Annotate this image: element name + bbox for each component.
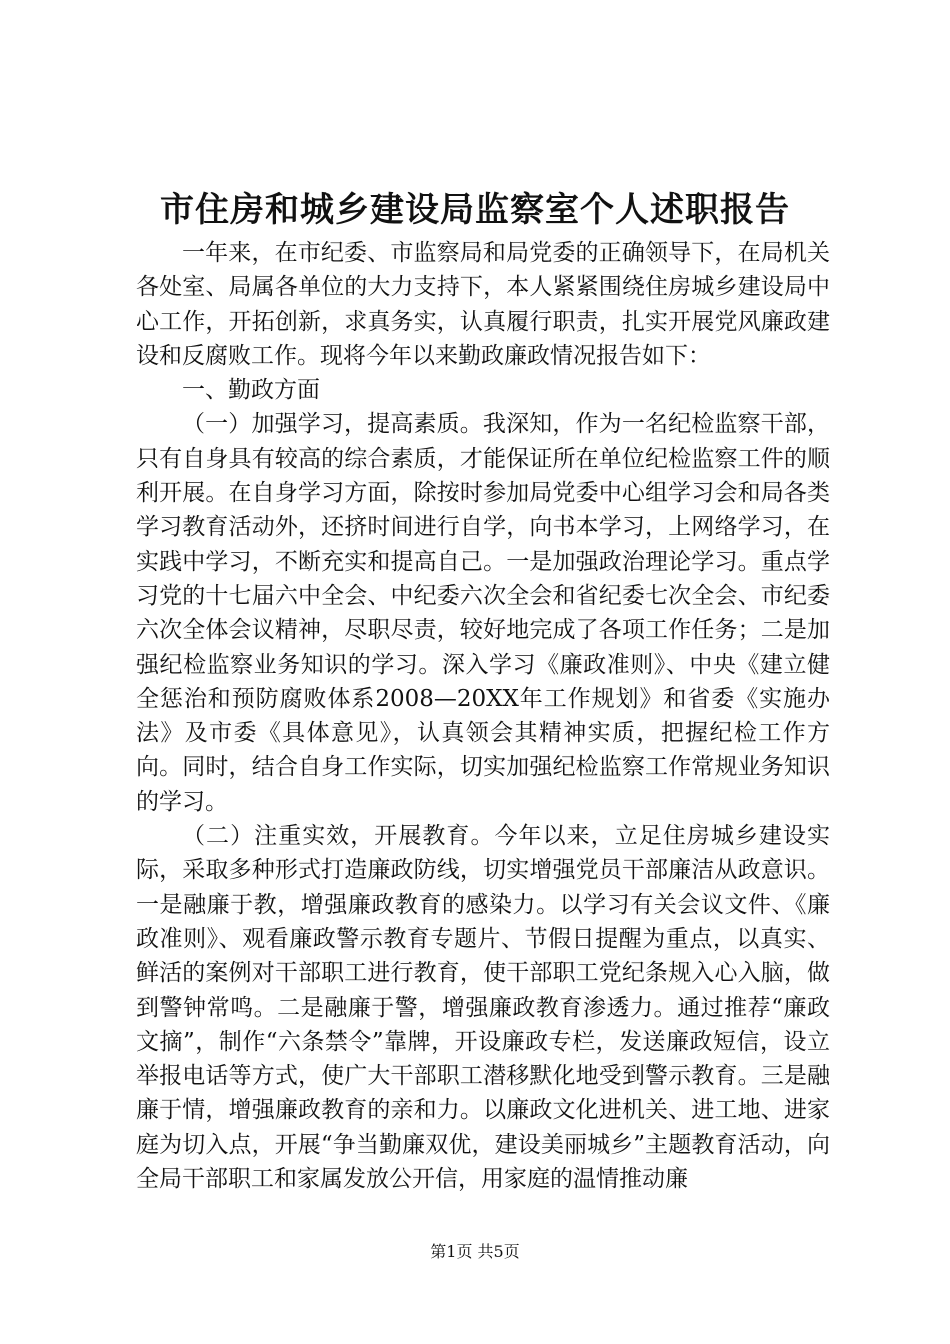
study-paragraph: （一）加强学习，提高素质。我深知，作为一名纪检监察干部，只有自身具有较高的综合素质，才能保证所在单位纪检监察工件的顺利开展。在自身学习方面，除按时参加局党委中心组学习会和局各类学习教育活动外，还挤时间进行自学，向书本学习，上网络学习，在实践中学习，不断充实和提高自己。一是加强政治理论学习。重点学习党的十七届六中全会、中纪委六次全会和省纪委七次全会、市纪委六次全体会议精神，尽职尽责，较好地完成了各项工作任务；二是加强纪检监察业务知识的学习。深入学习《廉政准则》、中央《建立健全惩治和预防腐败体系2008—20XX年工作规划》和省委《实施办法》及市委《具体意见》，认真领会其精神实质，把握纪检工作方向。同时，结合自身工作实际，切实加强纪检监察工作常规业务知识的学习。 bbox=[136, 411, 830, 815]
section-heading: 一、勤政方面 bbox=[182, 377, 320, 404]
document-body bbox=[136, 236, 830, 1196]
education-paragraph: （二）注重实效，开展教育。今年以来，立足住房城乡建设实际，采取多种形式打造廉政防线，切实增强党员干部廉洁从政意识。一是融廉于教，增强廉政教育的感染力。以学习有关会议文件、《廉政准则》、观看廉政警示教育专题片、节假日提醒为重点，以真实、鲜活的案例对干部职工进行教育，使干部职工党纪条规入心入脑，做到警钟常鸣。二是融廉于警，增强廉政教育渗透力。通过推荐“廉政文摘”，制作“六条禁令”靠牌，开设廉政专栏，发送廉政短信，设立举报电话等方式，使广大干部职工潜移默化地受到警示教育。三是融廉于情，增强廉政教育的亲和力。以廉政文化进机关、进工地、进家庭为切入点，开展“争当勤廉双优，建设美丽城乡”主题教育活动，向全局干部职工和家属发放公开信，用家庭的温情推动廉 bbox=[136, 823, 830, 1193]
document-title: 市住房和城乡建设局监察室个人述职报告 bbox=[160, 190, 790, 230]
page-number: 第1页 共5页 bbox=[430, 1242, 520, 1261]
intro-paragraph: 一年来，在市纪委、市监察局和局党委的正确领导下，在局机关各处室、局属各单位的大力支持下，本人紧紧围绕住房城乡建设局中心工作，开拓创新，求真务实，认真履行职责，扎实开展党风廉政建设和反腐败工作。现将今年以来勤政廉政情况报告如下： bbox=[136, 240, 830, 369]
